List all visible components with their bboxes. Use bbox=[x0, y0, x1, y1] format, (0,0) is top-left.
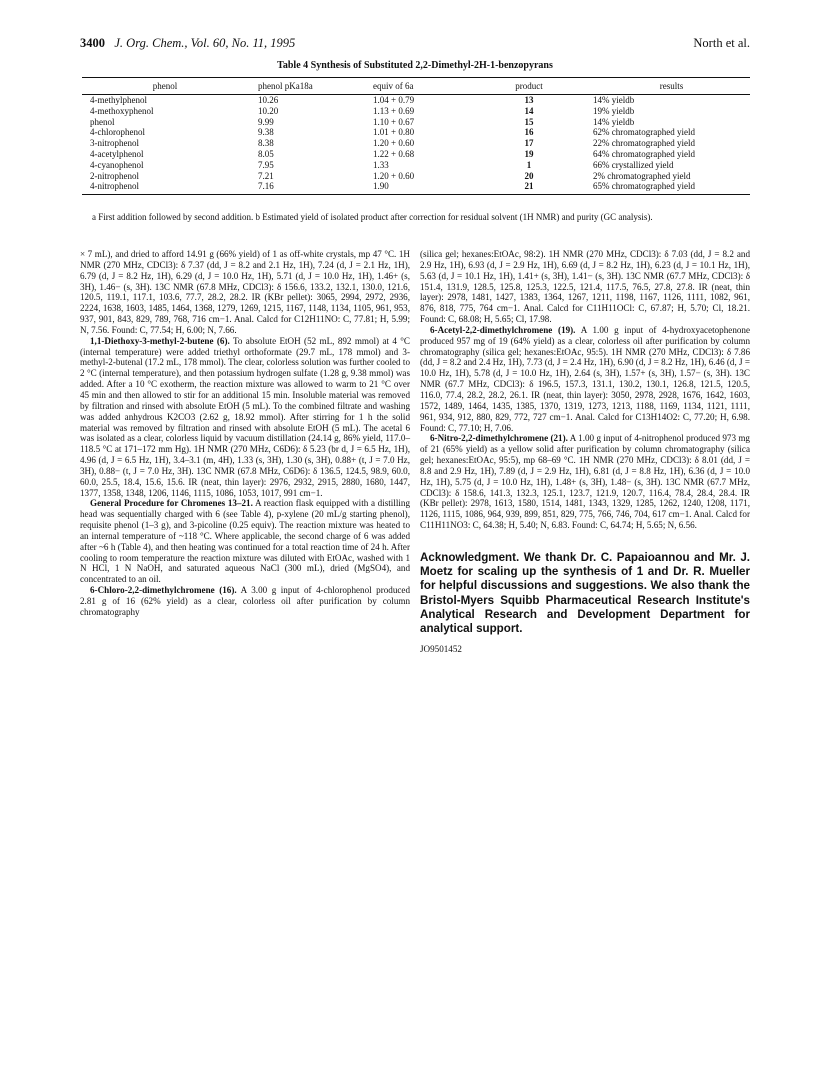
result-cell: 14% yieldb bbox=[593, 116, 635, 127]
product-cell: 1 bbox=[526, 159, 532, 170]
equiv-cell: 1.01 + 0.80 bbox=[373, 127, 415, 138]
phenol-cell: 3-nitrophenol bbox=[90, 138, 139, 149]
table-row bbox=[82, 171, 750, 182]
paragraph-heading: 6-Nitro-2,2-dimethylchromene (21). bbox=[430, 433, 568, 444]
result-cell: 22% chromatographed yield bbox=[593, 138, 695, 149]
result-cell: 64% chromatographed yield bbox=[593, 148, 695, 159]
synthesis-table bbox=[82, 77, 750, 195]
phenol-cell: 2-nitrophenol bbox=[90, 170, 139, 181]
col-header-results: results bbox=[575, 78, 750, 95]
paragraph-text: A 1.00 g input of 4-hydroxyacetophenone produced 957 mg of 19 (64% yield) as a clear, colorless oil after purification by column chromatography (silica gel; hexanes:EtOAc, 95:5). 1H NMR (270 MHz, CDCl3): δ 7.86 (dd, J = 8.2 and 2.4 Hz, 1H), 7.73 (d, J = 2.4 Hz, 1H), 6.90 (d, J = 8.2 Hz, 1H), 6.46 (d, J = 10.0 Hz, 1H), 5.78 (d, J = 10.0 Hz, 1H), 2.64 (s, 3H), 1.57+ (s, 3H), 1.57− (s, 3H). 13C NMR (67.7 MHz, CDCl3): δ 196.5, 157.3, 131.1, 130.2, 130.1, 126.8, 121.5, 120.5, 116.0, 77.4, 28.2, 28.2, 26.1. IR (neat, thin layer): 3050, 2978, 2928, 1676, 1642, 1603, 1572, 1489, 1464, 1435, 1385, 1370, 1319, 1273, 1213, 1188, 1169, 1134, 1121, 1111, 961, 934, 912, 880, 829, 772, 727 cm−1. Anal. Calcd for C13H14O2: C, 77.20; H, 6.98. Found: C, 77.10; H, 7.06. bbox=[420, 324, 750, 433]
product-cell: 17 bbox=[524, 138, 534, 149]
body-paragraph bbox=[80, 585, 410, 618]
pka-cell: 9.99 bbox=[258, 116, 274, 127]
table-row bbox=[82, 181, 750, 194]
product-cell: 16 bbox=[524, 127, 534, 138]
pka-cell: 7.16 bbox=[240, 181, 373, 194]
product-cell: 14 bbox=[524, 105, 534, 116]
document-code: JO9501452 bbox=[420, 644, 462, 655]
equiv-cell: 1.10 + 0.67 bbox=[373, 116, 415, 127]
equiv-cell: 1.20 + 0.60 bbox=[373, 170, 415, 181]
table-row bbox=[82, 106, 750, 117]
pka-cell: 9.38 bbox=[258, 127, 274, 138]
paragraph-text: A 1.00 g input of 4-nitrophenol produced 973 mg of 21 (65% yield) as a yellow solid after purification by column chromatography (silica gel; hexanes:EtOAc, 95:5), mp 68–69 °C. 1H NMR (270 MHz, CDCl3): δ 8.01 (dd, J = 8.8 and 2.9 Hz, 1H), 7.89 (d, J = 2.9 Hz, 1H), 6.81 (d, J = 8.8 Hz, 1H), 6.36 (d, J = 10.0 Hz, 1H), 5.75 (d, J = 10.0 Hz, 1H), 1.48+ (s, 3H), 1.48− (s, 3H). 13C NMR (67.7 MHz, CDCl3): δ 158.6, 141.3, 132.3, 125.1, 123.7, 121.9, 120.7, 116.4, 78.4, 28.4, 28.4. IR (KBr pellet): 2978, 1613, 1580, 1514, 1481, 1343, 1329, 1285, 1262, 1240, 1208, 1171, 1126, 1115, 1086, 964, 939, 899, 851, 829, 775, 766, 746, 704, 617 cm−1. Anal. Calcd for C11H11NO3: C, 64.38; H, 5.40; N, 6.83. Found: C, 64.74; H, 5.65; N, 6.56. bbox=[420, 433, 750, 531]
equiv-cell: 1.13 + 0.69 bbox=[373, 105, 415, 116]
phenol-cell: 4-methoxyphenol bbox=[90, 105, 154, 116]
table-row bbox=[82, 127, 750, 138]
left-text-column bbox=[80, 249, 410, 618]
table-row bbox=[82, 149, 750, 160]
product-cell: 19 bbox=[524, 148, 534, 159]
result-cell: 66% crystallized yield bbox=[593, 159, 674, 170]
col-header-phenol: phenol bbox=[82, 78, 240, 95]
phenol-cell: 4-acetylphenol bbox=[90, 148, 144, 159]
body-paragraph bbox=[420, 433, 750, 531]
col-header-product: product bbox=[483, 78, 575, 95]
body-paragraph bbox=[80, 336, 410, 499]
body-paragraph bbox=[420, 325, 750, 433]
pka-cell: 10.26 bbox=[258, 95, 279, 105]
pka-cell: 8.05 bbox=[258, 148, 274, 159]
product-cell: 21 bbox=[483, 181, 575, 194]
pka-cell: 7.95 bbox=[258, 159, 274, 170]
paragraph-text: × 7 mL), and dried to afford 14.91 g (66% yield) of 1 as off-white crystals, mp 47 °C. 1H NMR (270 MHz, CDCl3): δ 7.37 (dd, J = 8.2 and 2.1 Hz, 1H), 7.24 (d, J = 2.1 Hz, 1H), 6.79 (d, J = 8.2 Hz, 1H), 6.29 (d, J = 10.0 Hz, 1H), 5.71 (d, J = 10.0 Hz, 1H), 1.46+ (s, 3H), 1.46− (s, 3H). 13C NMR (67.8 MHz, CDCl3): δ 156.6, 133.2, 132.1, 130.0, 121.6, 120.5, 119.1, 117.1, 103.6, 77.7, 28.2, 28.2. IR (KBr pellet): 3065, 2994, 2972, 2936, 2224, 1638, 1603, 1485, 1464, 1368, 1279, 1269, 1215, 1167, 1148, 1134, 1105, 961, 953, 937, 901, 843, 829, 789, 768, 716 cm−1. Anal. Calcd for C12H11NO: C, 77.81; H, 5.99; N, 7.56. Found: C, 77.54; H, 6.00; N, 7.66. bbox=[80, 249, 410, 335]
body-paragraph bbox=[80, 249, 410, 336]
equiv-cell: 1.20 + 0.60 bbox=[373, 138, 415, 149]
journal-citation: J. Org. Chem., Vol. 60, No. 11, 1995 bbox=[114, 36, 296, 50]
col-header-pka: phenol pKa18a bbox=[240, 78, 373, 95]
pka-cell: 8.38 bbox=[258, 138, 274, 149]
equiv-cell: 1.22 + 0.68 bbox=[373, 148, 415, 159]
equiv-cell: 1.33 bbox=[373, 159, 389, 170]
result-cell: 62% chromatographed yield bbox=[593, 127, 695, 138]
paragraph-heading: 6-Acetyl-2,2-dimethylchromene (19). bbox=[430, 324, 576, 335]
acknowledgment-paragraph bbox=[420, 551, 750, 636]
paragraph-heading: General Procedure for Chromenes 13–21. bbox=[90, 498, 253, 509]
result-cell: 14% yieldb bbox=[593, 95, 635, 105]
table-row bbox=[82, 95, 750, 106]
right-text-column bbox=[420, 249, 750, 655]
equiv-cell: 1.90 bbox=[373, 181, 483, 194]
table-footnote: a First addition followed by second addition. b Estimated yield of isolated product after correction for residual solvent (1H NMR) and purity (GC analysis). bbox=[92, 212, 653, 222]
table-row bbox=[82, 117, 750, 128]
body-paragraph bbox=[420, 249, 750, 325]
equiv-cell: 1.04 + 0.79 bbox=[373, 95, 415, 105]
acknowledgment-text: We thank Dr. C. Papaioannou and Mr. J. Moetz for scaling up the synthesis of 1 and Dr. R. Mueller for helpful discussions and suggestions. We also thank the Bristol-Myers Squibb Pharmaceutical Research Institute's Analytical Research and Development Department for analytical support. bbox=[420, 550, 750, 635]
table-caption: Table 4 Synthesis of Substituted 2,2-Dimethyl-2H-1-benzopyrans bbox=[277, 60, 553, 71]
paragraph-heading: 6-Chloro-2,2-dimethylchromene (16). bbox=[90, 585, 237, 596]
phenol-cell: phenol bbox=[90, 116, 115, 127]
body-paragraph bbox=[80, 498, 410, 585]
page-number: 3400 bbox=[80, 36, 105, 50]
acknowledgment-heading: Acknowledgment. bbox=[420, 550, 520, 564]
table-row bbox=[82, 160, 750, 171]
phenol-cell: 4-nitrophenol bbox=[82, 181, 240, 194]
paragraph-text: To absolute EtOH (52 mL, 892 mmol) at 4 °C (internal temperature) were added triethyl orthoformate (29.7 mL, 178 mmol) and 3-methyl-2-butenal (17.2 mL, 178 mmol). The clear, colorless solution was further cooled to 2 °C (internal temperature), and then potassium hydrogen sulfate (1.28 g, 9.38 mmol) was added. After a 10 °C exotherm, the reaction mixture was allowed to warm to 21 °C over 45 min and then allowed to stir for an additional 15 min. Insoluble material was removed by filtration and rinsed with absolute EtOH (5 mL). To the combined filtrate and washing was added anhydrous K2CO3 (2.62 g, 18.92 mmol). After stirring for 1 h the solid material was removed by filtration and rinsed with absolute EtOH (5 mL). The acetal 6 was isolated as a clear, colorless liquid by vacuum distillation (24.14 g, 86% yield, 117.0–118.5 °C at 171–172 mm Hg). 1H NMR (270 MHz, C6D6): δ 5.23 (br d, J = 6.5 Hz, 1H), 4.96 (d, J = 6.5 Hz, 1H), 3.4–3.1 (m, 4H), 1.33 (s, 3H), 1.30 (s, 3H), 0.88+ (t, J = 7.0 Hz, 3H), 0.88− (t, J = 7.0 Hz, 3H). 13C NMR (67.8 MHz, C6D6): δ 136.5, 124.5, 98.9, 60.0, 60.0, 25.5, 18.4, 15.6, 15.6. IR (neat, thin layer): 2976, 2932, 2915, 2880, 1680, 1447, 1377, 1358, 1348, 1206, 1146, 1115, 1086, 1053, 1017, 991 cm−1. bbox=[80, 335, 410, 498]
result-cell: 65% chromatographed yield bbox=[575, 181, 750, 194]
phenol-cell: 4-cyanophenol bbox=[90, 159, 144, 170]
paragraph-text: A reaction flask equipped with a distilling head was sequentially charged with 6 (see Table 4), p-xylene (20 mL/g starting phenol), requisite phenol (1–3 g), and 3-picoline (0.25 equiv). The reaction mixture was heated to an internal temperature of ~118 °C. Where applicable, the second charge of 6 was added after ~6 h (Table 4), and then heating was continued for a total reaction time of 24 h. After cooling to room temperature the reaction mixture was diluted with EtOAc, washed with 1 N HCl, 1 N NaOH, and saturated aqueous NaCl (300 mL), dried (MgSO4), and concentrated to an oil. bbox=[80, 498, 411, 585]
table-row bbox=[82, 138, 750, 149]
paragraph-text: A 3.00 g input of 4-chlorophenol produced 2.81 g of 16 (62% yield) as a clear, colorless oil after purification by column chromatography bbox=[80, 585, 410, 617]
phenol-cell: 4-methylphenol bbox=[90, 95, 147, 105]
product-cell: 13 bbox=[524, 95, 534, 105]
paragraph-text: (silica gel; hexanes:EtOAc, 98:2). 1H NMR (270 MHz, CDCl3): δ 7.03 (dd, J = 8.2 and 2.9 Hz, 1H), 6.93 (d, J = 2.9 Hz, 1H), 6.69 (d, J = 8.2 Hz, 1H), 6.23 (d, J = 10.1 Hz, 1H), 5.63 (d, J = 10.1 Hz, 1H), 1.41+ (s, 3H), 1.41− (s, 3H). 13C NMR (67.7 MHz, CDCl3): δ 151.4, 131.9, 128.5, 125.8, 125.3, 122.5, 121.4, 117.5, 76.5, 27.8, 27.8. IR (neat, thin layer): 2978, 1481, 1427, 1383, 1364, 1267, 1211, 1198, 1167, 1126, 1111, 1082, 961, 876, 818, 775, 764 cm−1. Anal. Calcd for C11H11OCl: C, 67.87; H, 5.70; Cl, 18.21. Found: C, 68.08; H, 5.65; Cl, 17.98. bbox=[420, 249, 750, 325]
phenol-cell: 4-chlorophenol bbox=[90, 127, 145, 138]
pka-cell: 10.20 bbox=[258, 105, 279, 116]
result-cell: 2% chromatographed yield bbox=[593, 170, 691, 181]
product-cell: 20 bbox=[524, 170, 534, 181]
result-cell: 19% yieldb bbox=[593, 105, 635, 116]
running-header bbox=[80, 36, 750, 54]
table-header-row bbox=[82, 78, 750, 95]
product-cell: 15 bbox=[524, 116, 534, 127]
col-header-equiv: equiv of 6a bbox=[373, 78, 483, 95]
paragraph-heading: 1,1-Diethoxy-3-methyl-2-butene (6). bbox=[90, 335, 230, 346]
author-names: North et al. bbox=[693, 36, 750, 50]
pka-cell: 7.21 bbox=[258, 170, 274, 181]
